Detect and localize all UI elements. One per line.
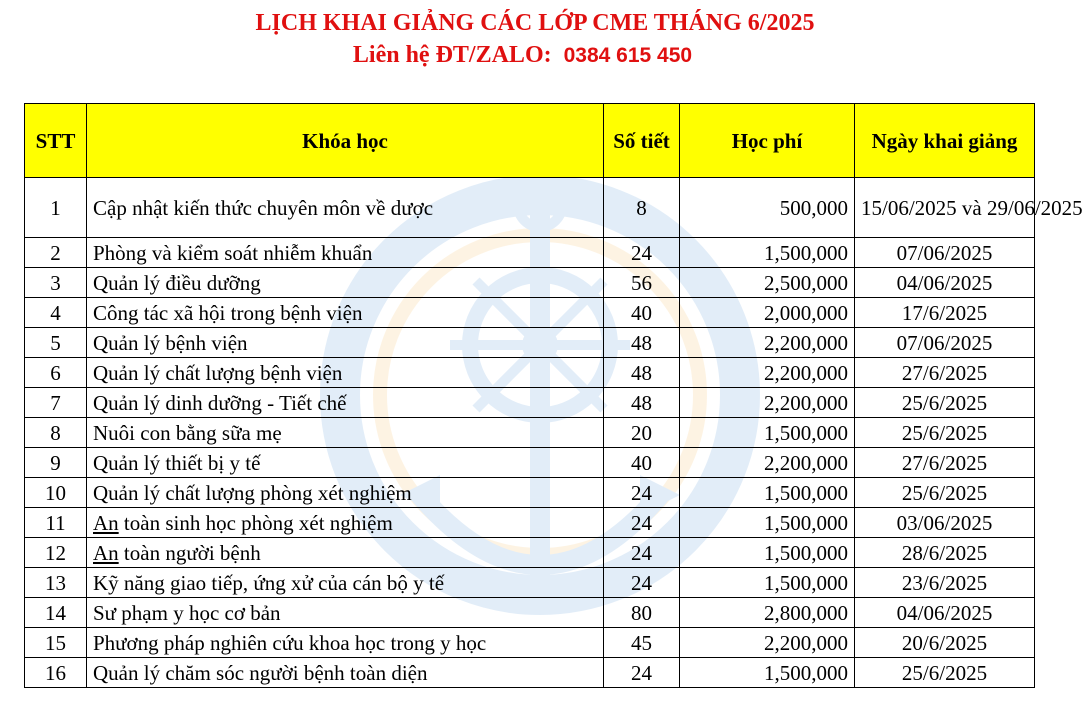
cell-stt: 4: [25, 298, 87, 328]
table-row: [25, 178, 1035, 238]
cell-fee: 2,200,000: [680, 328, 855, 358]
cell-course: Phòng và kiểm soát nhiễm khuẩn: [87, 238, 604, 268]
cell-stt: 12: [25, 538, 87, 568]
cell-start-date: 27/6/2025: [855, 358, 1035, 388]
table-header-row: [25, 104, 1035, 178]
cell-start-date: 25/6/2025: [855, 478, 1035, 508]
cell-fee: 1,500,000: [680, 418, 855, 448]
cell-stt: 11: [25, 508, 87, 538]
cell-stt: 9: [25, 448, 87, 478]
cell-start-date: 17/6/2025: [855, 298, 1035, 328]
cell-periods: 80: [604, 598, 680, 628]
table-row: [25, 478, 1035, 508]
cell-stt: 1: [25, 178, 87, 238]
contact-phone: 0384 615 450: [563, 44, 693, 67]
cell-periods: 24: [604, 538, 680, 568]
cell-fee: 2,000,000: [680, 298, 855, 328]
cell-fee: 1,500,000: [680, 238, 855, 268]
cell-course: Quản lý chất lượng phòng xét nghiệm: [87, 478, 604, 508]
table-row: [25, 418, 1035, 448]
cell-stt: 13: [25, 568, 87, 598]
cell-stt: 15: [25, 628, 87, 658]
cell-fee: 1,500,000: [680, 478, 855, 508]
cell-periods: 8: [604, 178, 680, 238]
cell-stt: 3: [25, 268, 87, 298]
cell-stt: 16: [25, 658, 87, 688]
cell-start-date: 25/6/2025: [855, 658, 1035, 688]
cell-start-date: 03/06/2025: [855, 508, 1035, 538]
cell-stt: 5: [25, 328, 87, 358]
cell-fee: 500,000: [680, 178, 855, 238]
cell-fee: 2,500,000: [680, 268, 855, 298]
cell-course: Quản lý dinh dưỡng - Tiết chế: [87, 388, 604, 418]
cell-stt: 2: [25, 238, 87, 268]
cell-start-date: 20/6/2025: [855, 628, 1035, 658]
cell-periods: 24: [604, 238, 680, 268]
cell-stt: 14: [25, 598, 87, 628]
cell-periods: 48: [604, 388, 680, 418]
cell-stt: 6: [25, 358, 87, 388]
cell-fee: 2,200,000: [680, 358, 855, 388]
table-row: [25, 598, 1035, 628]
cell-fee: 2,200,000: [680, 628, 855, 658]
cell-course: Sư phạm y học cơ bản: [87, 598, 604, 628]
table-row: [25, 388, 1035, 418]
cell-start-date: 28/6/2025: [855, 538, 1035, 568]
course-first-word: An: [93, 510, 119, 535]
cell-periods: 40: [604, 448, 680, 478]
table-row: [25, 358, 1035, 388]
cell-periods: 24: [604, 568, 680, 598]
cell-periods: 48: [604, 358, 680, 388]
cell-periods: 24: [604, 508, 680, 538]
cell-course: Quản lý bệnh viện: [87, 328, 604, 358]
cell-fee: 1,500,000: [680, 538, 855, 568]
cell-start-date: 25/6/2025: [855, 388, 1035, 418]
course-schedule-table: [24, 103, 1083, 688]
cell-stt: 10: [25, 478, 87, 508]
cell-course: Kỹ năng giao tiếp, ứng xử của cán bộ y tế: [87, 568, 604, 598]
table-row: [25, 538, 1035, 568]
table-row: [25, 238, 1035, 268]
table-row: [25, 658, 1035, 688]
cell-periods: 40: [604, 298, 680, 328]
cell-start-date: 04/06/2025: [855, 268, 1035, 298]
cell-course: [87, 508, 604, 538]
cell-start-date: 04/06/2025: [855, 598, 1035, 628]
cell-fee: 1,500,000: [680, 508, 855, 538]
cell-fee: 2,200,000: [680, 448, 855, 478]
cell-start-date: 25/6/2025: [855, 418, 1035, 448]
cell-course: Quản lý chất lượng bệnh viện: [87, 358, 604, 388]
cell-periods: 24: [604, 478, 680, 508]
course-rest: toàn người bệnh: [118, 540, 261, 565]
header-course: Khóa học: [87, 104, 604, 178]
table-row: [25, 328, 1035, 358]
cell-fee: 1,500,000: [680, 568, 855, 598]
cell-fee: 2,800,000: [680, 598, 855, 628]
cell-fee: 2,200,000: [680, 388, 855, 418]
cell-periods: 45: [604, 628, 680, 658]
cell-start-date: 07/06/2025: [855, 328, 1035, 358]
cell-course: [87, 538, 604, 568]
contact-line: [0, 40, 1045, 71]
header-fee: Học phí: [680, 104, 855, 178]
cell-start-date: 27/6/2025: [855, 448, 1035, 478]
cell-course: Quản lý thiết bị y tế: [87, 448, 604, 478]
page-title: LỊCH KHAI GIẢNG CÁC LỚP CME THÁNG 6/2025: [255, 10, 815, 36]
cell-start-date: 07/06/2025: [855, 238, 1035, 268]
header-stt: STT: [25, 104, 87, 178]
table-row: [25, 448, 1035, 478]
cell-stt: 8: [25, 418, 87, 448]
cell-periods: 24: [604, 658, 680, 688]
contact-label: Liên hệ ĐT/ZALO:: [352, 42, 552, 68]
table-row: [25, 508, 1035, 538]
cell-course: Quản lý chăm sóc người bệnh toàn diện: [87, 658, 604, 688]
header-periods: Số tiết: [604, 104, 680, 178]
table-row: [25, 628, 1035, 658]
cell-course: Cập nhật kiến thức chuyên môn về dược: [87, 178, 604, 238]
course-rest: toàn sinh học phòng xét nghiệm: [118, 510, 393, 535]
table-row: [25, 568, 1035, 598]
header-start-date: Ngày khai giảng: [855, 104, 1035, 178]
cell-course: Phương pháp nghiên cứu khoa học trong y học: [87, 628, 604, 658]
cell-course: Nuôi con bằng sữa mẹ: [87, 418, 604, 448]
table-row: [25, 298, 1035, 328]
cell-start-date: 23/6/2025: [855, 568, 1035, 598]
cell-course: Công tác xã hội trong bệnh viện: [87, 298, 604, 328]
cell-periods: 48: [604, 328, 680, 358]
cell-periods: 56: [604, 268, 680, 298]
cell-fee: 1,500,000: [680, 658, 855, 688]
cell-start-date: 15/06/2025 và 29/06/2025: [855, 178, 1035, 238]
cell-course: Quản lý điều dưỡng: [87, 268, 604, 298]
cell-stt: 7: [25, 388, 87, 418]
cell-periods: 20: [604, 418, 680, 448]
course-first-word: An: [93, 540, 119, 565]
table-row: [25, 268, 1035, 298]
